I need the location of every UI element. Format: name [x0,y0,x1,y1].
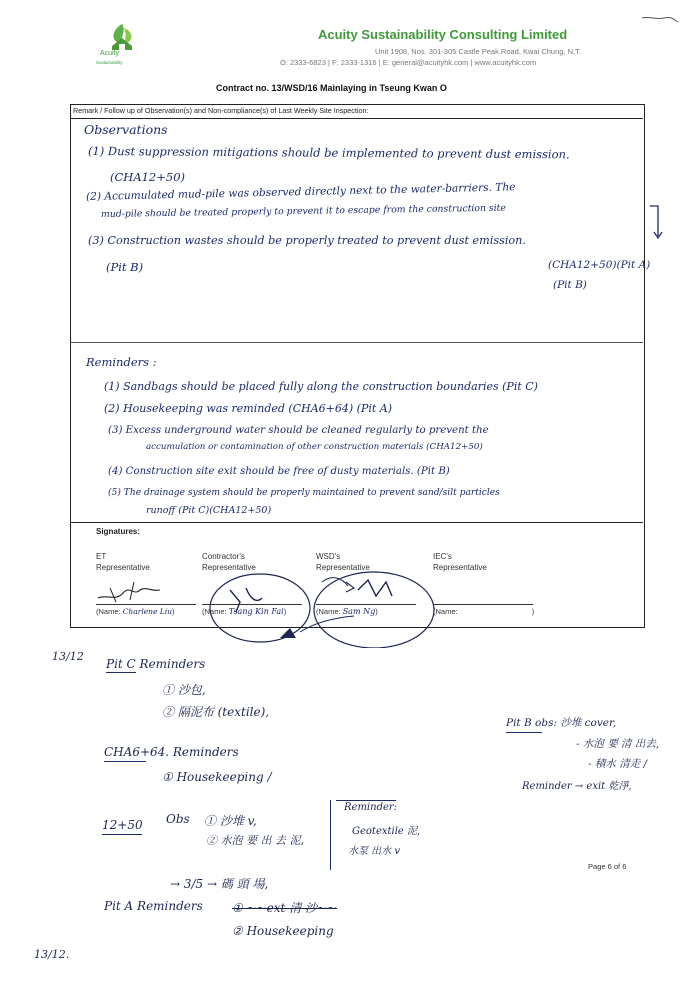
reminders-heading: Reminders : [86,355,157,369]
reminder-item: runoff (Pit C)(CHA12+50) [146,505,272,516]
pit-b-note: Reminder → exit 乾淨, [522,781,632,792]
observation-item: mud-pile should be treated properly to prevent it to escape from the construction site [100,202,506,220]
logo-subtext: Sustainability [96,60,123,65]
handwritten-signatures [90,568,450,648]
pit-c-item: ② 隔泥布 (textile), [162,705,270,719]
pit-b-note: - 水泡 要 清 出去, [576,738,660,750]
page-number: Page 6 of 6 [588,862,627,871]
remark-label: Remark / Follow up of Observation(s) and Non-compliance(s) of Last Weekly Site Inspection: [73,106,369,115]
reminder-item: (3) Excess underground water should be cleaned regularly to prevent the [108,425,489,436]
pit-a-item: ② Housekeeping [232,924,334,938]
observations-heading: Observations [84,122,168,137]
sig-et-heading: ET Representative [96,552,150,572]
reminder-item: (5) The drainage system should be properly maintained to prevent sand/silt particles [108,488,500,498]
cha1250-item: ① 沙堆 v, [204,814,257,828]
down-arrow-icon [648,202,668,242]
observation-item: (Pit B) [553,279,587,291]
sig-name-et: (Name: Charlene Liu) [96,607,175,616]
reminder-item: accumulation or contamination of other construction materials (CHA12+50) [146,442,483,452]
underline [106,672,136,673]
pit-c-item: ① 沙包, [162,683,206,697]
cha664-heading: CHA6+64. Reminders [104,745,239,759]
signature-divider [70,522,643,523]
sig-name-contractor: (Name: Tsang Kin Fai) [202,607,287,616]
note-divider [336,800,396,801]
observation-item: (CHA12+50)(Pit A) [548,259,651,271]
underline [102,834,142,835]
sig-name-iec: (Name: ) [433,607,535,616]
pit-b-note: - 積水 清走 / [588,758,648,770]
cha1250-obs: Obs [166,812,190,826]
pit-a-item: ① ~~ext 清 沙~~ [232,901,338,915]
sig-wsd-heading: WSD's Representative [316,552,370,572]
reminder-box-item: Geotextile 泥, [352,826,421,837]
sig-name-wsd: (Name: Sam Ng) [316,607,378,616]
pit-c-heading: Pit C Reminders [106,657,206,671]
reminder-item: (4) Construction site exit should be free of dusty materials. (Pit B) [108,466,450,477]
sig-iec-heading: IEC's Representative [433,552,487,572]
signatures-title: Signatures: [96,527,141,536]
logo-text: Acuity [100,50,120,57]
pit-a-note: → 3/5 → 碼 頭 場, [170,877,269,891]
reminder-box-item: 水泵 出水 v [348,846,401,857]
underline [104,761,146,762]
company-name: Acuity Sustainability Consulting Limited [318,27,568,42]
observation-item: (Pit B) [106,260,144,274]
pit-a-heading: Pit A Reminders [104,899,203,913]
date-note: 13/12 [52,650,84,663]
reminder-item: (1) Sandbags should be placed fully along the construction boundaries (Pit C) [104,380,538,393]
cha1250-label: 12+50 [102,818,143,832]
underline [506,732,542,733]
pit-b-note: Pit B obs: 沙堆 cover, [506,717,617,729]
cha1250-item: ② 水泡 要 出 去 泥, [206,834,304,847]
section-divider [70,342,643,343]
company-address: Unit 1908, Nos. 301-305 Castle Peak Road, Kwai Chung, N.T. [375,47,581,56]
note-divider [330,800,331,870]
date-note-bottom: 13/12. [34,948,70,961]
cha664-item: ① Housekeeping / [162,770,272,784]
observation-item: (2) Accumulated mud-pile was observed directly next to the water-barriers. The [85,181,516,203]
reminder-item: (2) Housekeeping was reminded (CHA6+64) (Pit A) [104,402,393,415]
corner-scribble [640,12,680,26]
observation-item: (3) Construction wastes should be properly treated to prevent dust emission. [88,234,526,247]
observation-item: (CHA12+50) [110,170,186,184]
contract-title: Contract no. 13/WSD/16 Mainlaying in Tseung Kwan O [216,83,447,93]
observation-item: (1) Dust suppression mitigations should be implemented to prevent dust emission. [87,144,570,162]
reminder-box-heading: Reminder: [344,802,398,813]
sig-contractor-heading: Contractor's Representative [202,552,256,572]
company-contact: O: 2333-6823 | F: 2333-1316 | E: general@acuityhk.com | www.acuityhk.com [280,58,537,67]
